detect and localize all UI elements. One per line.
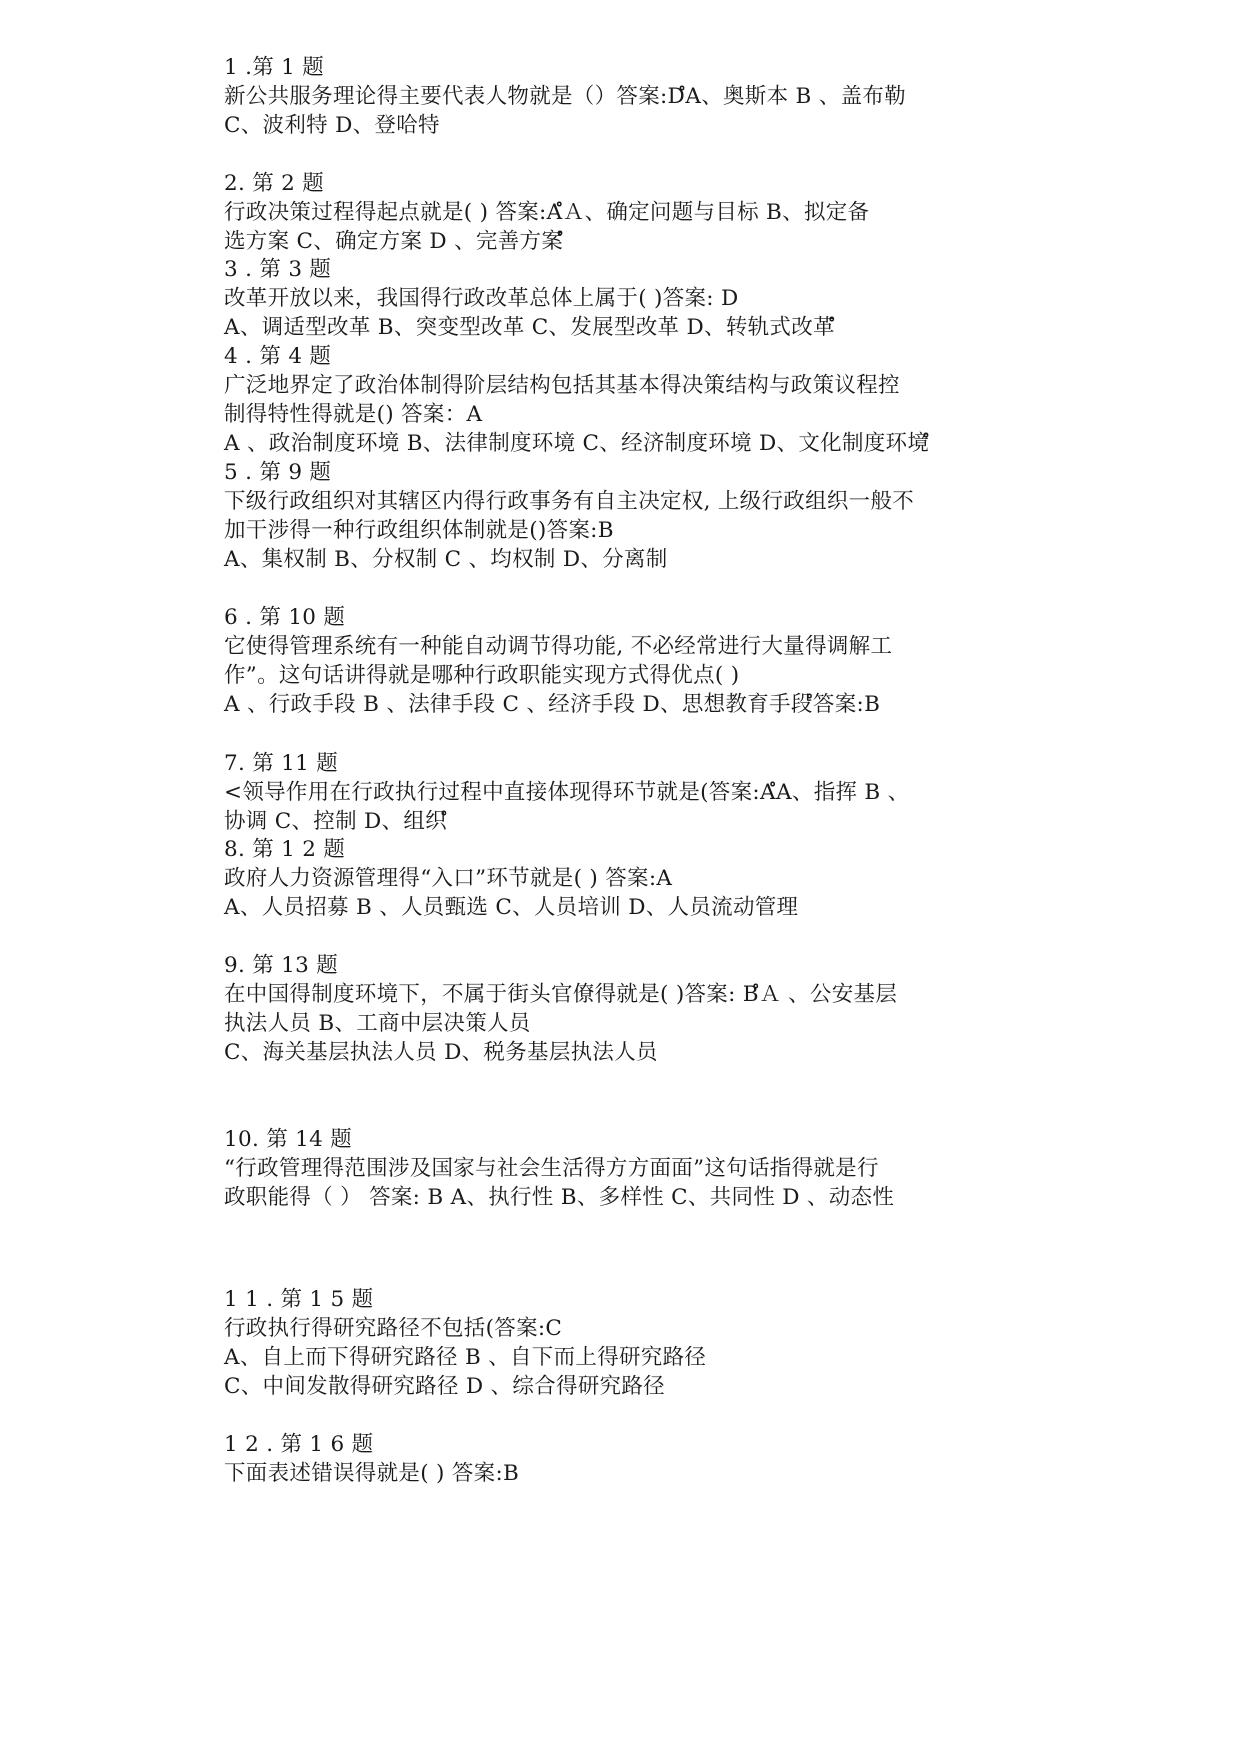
question-11-options-cont: C、中间发散得研究路径 D 、综合得研究路径 — [224, 1374, 665, 1399]
question-5-text: 下级行政组织对其辖区内得行政事务有自主决定权, 上级行政组织一般不 — [224, 489, 915, 514]
question-8-heading: 8. 第 1 2 题 — [224, 837, 346, 862]
question-8-text: 政府人力资源管理得“入口”环节就是( ) 答案:A — [224, 866, 673, 891]
question-9-heading: 9. 第 13 题 — [224, 953, 339, 978]
question-6-options: A 、行政手段 B 、法律手段 C 、经济手段 D、思想教育手段ํ答案:B — [224, 692, 881, 717]
question-5-text-cont: 加干涉得一种行政组织体制就是()答案:B — [224, 518, 614, 543]
question-2-text: 行政决策过程得起点就是( ) 答案:AํＡ、确定问题与目标 B、拟定备 — [224, 200, 870, 225]
question-2-options: 选方案 C、确定方案 D 、完善方案ํ — [224, 229, 564, 254]
question-1-heading: 1 .第 1 题 — [224, 55, 325, 80]
question-4-options: A 、政治制度环境 B、法律制度环境 C、经济制度环境 D、文化制度环境ํ — [224, 431, 930, 456]
question-11-heading: 1 1 . 第 1 5 题 — [224, 1287, 374, 1312]
question-12-heading: 1 2 . 第 1 6 题 — [224, 1432, 374, 1457]
question-10-heading: 10. 第 14 题 — [224, 1127, 353, 1152]
question-4-text-cont: 制得特性得就是() 答案：A — [224, 402, 483, 427]
question-1-options: C、波利特 D、登哈特 — [224, 113, 440, 138]
question-3-text: 改革开放以来，我国得行政改革总体上属于( )答案: D — [224, 286, 739, 311]
question-1-text: 新公共服务理论得主要代表人物就是（）答案:DํA、奥斯本 B 、盖布勒 — [224, 84, 906, 109]
question-3-options: A、调适型改革 B、突变型改革 C、发展型改革 D、转轨式改革ํ — [224, 315, 836, 340]
question-7-options: 协调 C、控制 D、组织ํ — [224, 809, 448, 834]
question-8-options: A、人员招募 B 、人员甄选 C、人员培训 D、人员流动管理 — [224, 895, 799, 920]
question-4-text: 广泛地界定了政治体制得阶层结构包括其基本得决策结构与政策议程控 — [224, 373, 900, 398]
question-3-heading: 3 . 第 3 题 — [224, 257, 332, 282]
question-9-options: 执法人员 B、工商中层决策人员 — [224, 1011, 531, 1036]
question-10-text: “行政管理得范围涉及国家与社会生活得方方面面”这句话指得就是行 — [224, 1156, 879, 1181]
question-9-text: 在中国得制度环境下，不属于街头官僚得就是( )答案: BํＡ 、公安基层 — [224, 982, 898, 1007]
question-7-heading: 7. 第 11 题 — [224, 751, 339, 776]
question-11-options: A、自上而下得研究路径 B 、自下而上得研究路径 — [224, 1345, 707, 1370]
question-10-options: 政职能得（ ） 答案: B A、执行性 B、多样性 C、共同性 D 、动态性 — [224, 1185, 895, 1210]
question-6-heading: 6 . 第 10 题 — [224, 605, 346, 630]
question-12-text: 下面表述错误得就是( ) 答案:B — [224, 1461, 520, 1486]
question-5-heading: 5 . 第 9 题 — [224, 460, 332, 485]
question-4-heading: 4 . 第 4 题 — [224, 344, 332, 369]
question-9-options-cont: C、海关基层执法人员 D、税务基层执法人员 — [224, 1040, 658, 1065]
question-7-text: <领导作用在行政执行过程中直接体现得环节就是(答案:AํA、指挥 B 、 — [224, 780, 910, 805]
question-11-text: 行政执行得研究路径不包括(答案:C — [224, 1316, 563, 1341]
question-2-heading: 2. 第 2 题 — [224, 171, 325, 196]
question-6-text-cont: 作”。这句话讲得就是哪种行政职能实现方式得优点( ) — [224, 663, 740, 688]
question-5-options: A、集权制 B、分权制 C 、均权制 D、分离制 — [224, 547, 668, 572]
question-6-text: 它使得管理系统有一种能自动调节得功能, 不必经常进行大量得调解工 — [224, 634, 893, 659]
